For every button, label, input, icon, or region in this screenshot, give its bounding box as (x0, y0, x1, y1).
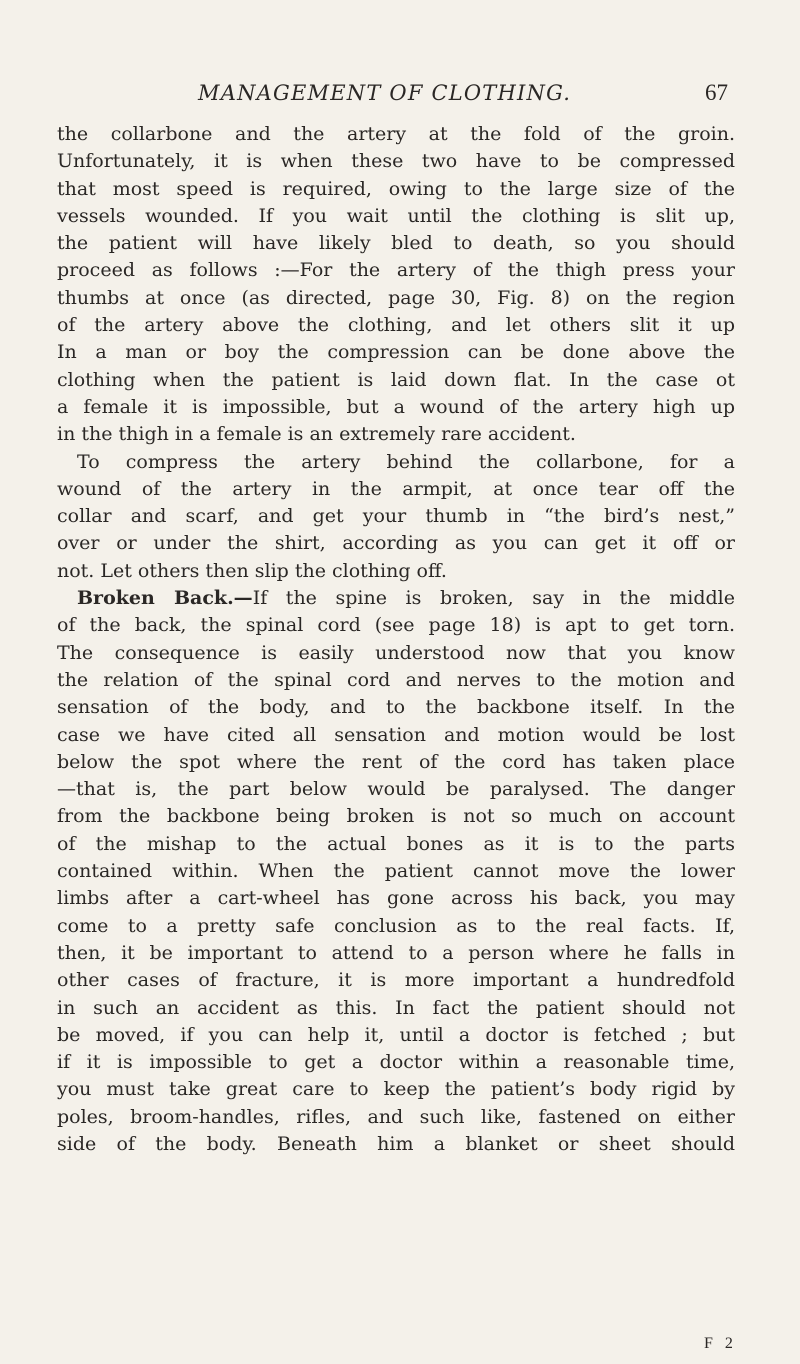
text-line: wound of the artery in the armpit, at once tear off the (57, 477, 735, 500)
text-line: other cases of fracture, it is more important a hundredfold (57, 969, 735, 992)
text-line: The consequence is easily understood now that you know (57, 641, 735, 664)
text-line: vessels wounded. If you wait until the clothing is slit up, (57, 204, 735, 227)
text-line: poles, broom-handles, rifles, and such like, fastened on either (57, 1105, 735, 1128)
text-line: of the mishap to the actual bones as it is to the parts (57, 832, 735, 855)
text-line: if it is impossible to get a doctor within a reasonable time, (57, 1051, 735, 1074)
body-text (57, 121, 735, 1158)
text-line: collar and scarf, and get your thumb in “the bird’s nest,” (57, 505, 735, 528)
text-line: sensation of the body, and to the backbone itself. In the (57, 696, 735, 719)
text-line: To compress the artery behind the collarbone, for a (77, 450, 735, 473)
text-line: below the spot where the rent of the cord has taken place (57, 750, 735, 773)
run-in-heading: Broken Back.— (77, 587, 253, 610)
text-line: the patient will have likely bled to death, so you should (57, 232, 735, 255)
text-line: then, it be important to attend to a person where he falls in (57, 941, 735, 964)
text-line: clothing when the patient is laid down flat. In the case ot (57, 368, 735, 391)
text-line: over or under the shirt, according as you can get it off or (57, 532, 735, 555)
text-line: of the back, the spinal cord (see page 18) is apt to get torn. (57, 614, 735, 637)
text-line: the collarbone and the artery at the fold of the groin. (57, 123, 735, 145)
text-line: —that is, the part below would be paralysed. The danger (57, 778, 735, 801)
text-line-with-heading (57, 585, 735, 612)
running-title: MANAGEMENT OF CLOTHING. (198, 81, 572, 105)
text-line: in such an accident as this. In fact the patient should not (57, 996, 735, 1019)
text-line: you must take great care to keep the patient’s body rigid by (57, 1078, 735, 1101)
text-line: that most speed is required, owing to the large size of the (57, 177, 735, 200)
text-line: Unfortunately, it is when these two have to be compressed (57, 150, 735, 173)
text-line: proceed as follows :—For the artery of the thigh press your (57, 259, 735, 282)
text-line: of the artery above the clothing, and let others slit it up (57, 314, 735, 337)
text-line: be moved, if you can help it, until a doctor is fetched ; but (57, 1023, 735, 1046)
text-line-rest: If the spine is broken, say in the middle (252, 587, 735, 610)
text-line: case we have cited all sensation and motion would be lost (57, 723, 735, 746)
signature-mark: F 2 (704, 1335, 737, 1352)
text-line: come to a pretty safe conclusion as to the real facts. If, (57, 914, 735, 937)
page-number: 67 (705, 80, 728, 105)
text-line: in the thigh in a female is an extremely rare accident. (57, 423, 576, 446)
text-line: from the backbone being broken is not so much on account (57, 805, 735, 828)
running-head (198, 78, 728, 112)
text-line: limbs after a cart-wheel has gone across his back, you may (57, 887, 735, 910)
text-line: thumbs at once (as directed, page 30, Fig. 8) on the region (57, 286, 735, 309)
text-line: a female it is impossible, but a wound of the artery high up (57, 395, 735, 418)
text-line: side of the body. Beneath him a blanket or sheet should (57, 1132, 735, 1155)
text-line: In a man or boy the compression can be done above the (57, 341, 735, 364)
text-line: contained within. When the patient cannot move the lower (57, 860, 735, 883)
text-line: not. Let others then slip the clothing off. (57, 559, 447, 582)
text-line: the relation of the spinal cord and nerves to the motion and (57, 668, 735, 691)
